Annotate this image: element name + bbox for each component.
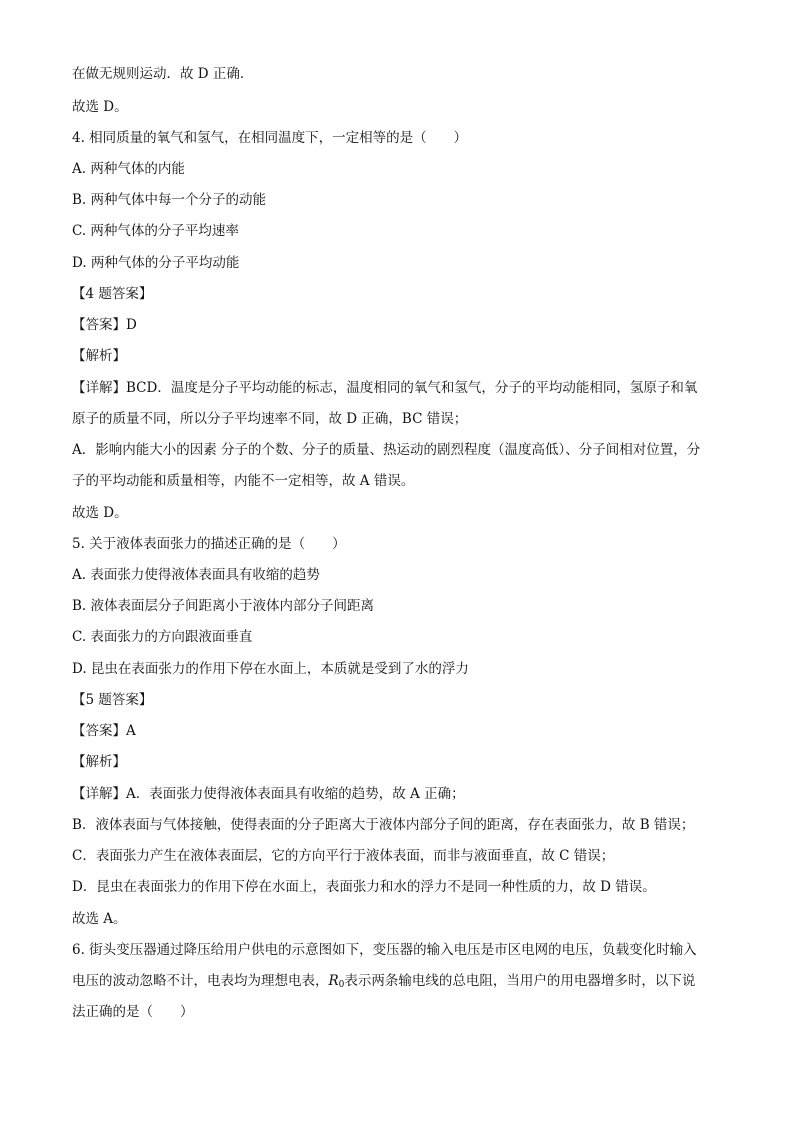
question-5-answer-header: 【5 题答案】 [72, 692, 153, 708]
text-line: 子的平均动能和质量相等，内能不一定相等，故 A 错误。 [72, 473, 415, 489]
question-5-stem: 5. 关于液体表面张力的描述正确的是（ ） [72, 536, 346, 552]
text-line: D．昆虫在表面张力的作用下停在水面上，表面张力和水的浮力不是同一种性质的力，故 D 错误。 [72, 879, 656, 895]
question-6-stem-cont: 电压的波动忽略不计，电表均为理想电表，$R_0$表示两条输电线的总电阻，当用户的用电器增多时，以下说 [72, 973, 696, 990]
question-4-option-c: C. 两种气体的分子平均速率 [72, 223, 239, 239]
question-4-answer: 【答案】D [72, 317, 137, 333]
question-5-option-d: D. 昆虫在表面张力的作用下停在水面上，本质就是受到了水的浮力 [72, 661, 469, 677]
text-line: 故选 D。 [72, 99, 128, 115]
question-4-stem: 4. 相同质量的氧气和氢气，在相同温度下，一定相等的是（ ） [72, 130, 468, 146]
question-6-stem-end: 法正确的是（ ） [72, 1004, 194, 1020]
text-line: 【详解】BCD．温度是分子平均动能的标志，温度相同的氧气和氢气，分子的平均动能相同，氢原子和氧 [72, 380, 698, 396]
question-6-stem: 6. 街头变压器通过降压给用户供电的示意图如下，变压器的输入电压是市区电网的电压，负载变化时输入 [72, 942, 697, 958]
text-line: C．表面张力产生在液体表面层，它的方向平行于液体表面，而非与液面垂直，故 C 错误； [72, 848, 615, 864]
question-5-option-b: B. 液体表面层分子间距离小于液体内部分子间距离 [72, 598, 375, 614]
text-line: 【详解】A．表面张力使得液体表面具有收缩的趋势，故 A 正确； [72, 786, 465, 802]
text-line: B．液体表面与气体接触，使得表面的分子距离大于液体内部分子间的距离，存在表面张力，故 B 错误； [72, 817, 695, 833]
question-4-option-d: D. 两种气体的分子平均动能 [72, 255, 240, 271]
text-line: 原子的质量不同，所以分子平均速率不同，故 D 正确，BC 错误； [72, 411, 468, 427]
text-line: 故选 A。 [72, 911, 127, 927]
text-line: A．影响内能大小的因素 分子的个数、分子的质量、热运动的剧烈程度（温度高低）、分子间相对位置，分 [72, 442, 701, 458]
question-5-option-c: C. 表面张力的方向跟液面垂直 [72, 629, 253, 645]
text-line: 在做无规则运动．故 D 正确． [72, 66, 254, 82]
question-4-answer-header: 【4 题答案】 [72, 286, 153, 302]
question-5-answer: 【答案】A [72, 723, 136, 739]
r0-subscript: 0 [338, 980, 345, 990]
question-5-analysis-header: 【解析】 [72, 754, 126, 770]
question-4-option-a: A. 两种气体的内能 [72, 161, 185, 177]
question-5-option-a: A. 表面张力使得液体表面具有收缩的趋势 [72, 567, 320, 583]
question-4-option-b: B. 两种气体中每一个分子的动能 [72, 192, 267, 208]
text-line: 故选 D。 [72, 505, 128, 521]
r0-symbol: R [328, 973, 339, 989]
question-4-analysis-header: 【解析】 [72, 348, 126, 364]
